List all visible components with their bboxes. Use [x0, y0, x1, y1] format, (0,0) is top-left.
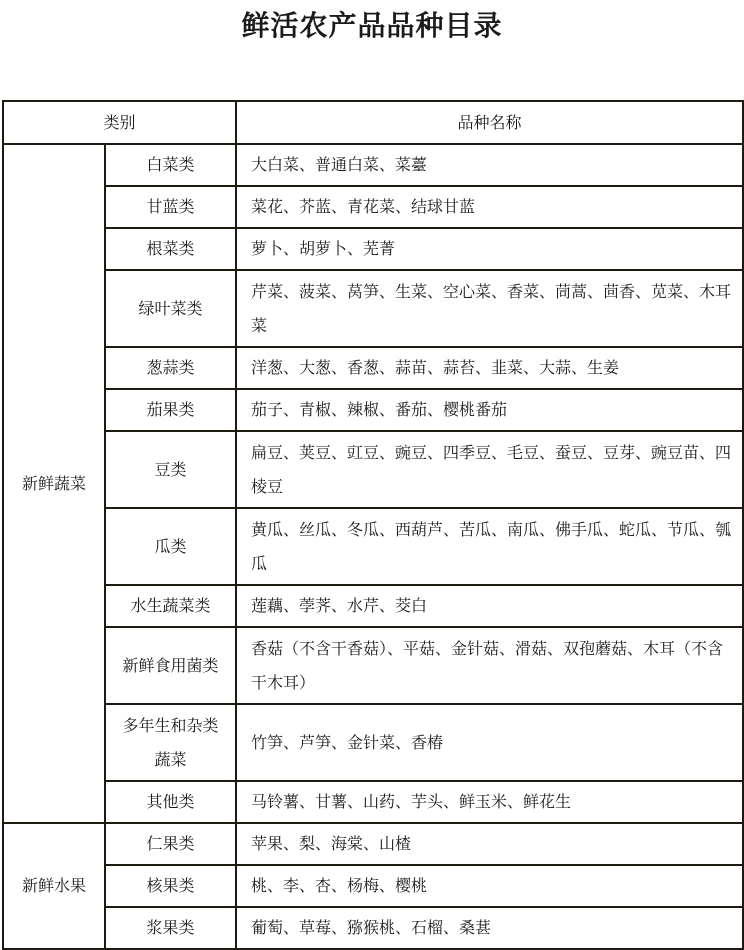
table-row — [3, 347, 743, 389]
variety-cell: 苹果、梨、海棠、山楂 — [236, 823, 743, 865]
subcategory-cell: 浆果类 — [105, 907, 236, 949]
table-row — [3, 431, 743, 508]
subcategory-cell: 绿叶菜类 — [105, 270, 236, 347]
variety-cell: 扁豆、荚豆、豇豆、豌豆、四季豆、毛豆、蚕豆、豆芽、豌豆苗、四棱豆 — [236, 431, 743, 508]
variety-cell: 葡萄、草莓、猕猴桃、石榴、桑葚 — [236, 907, 743, 949]
table-row — [3, 704, 743, 781]
variety-cell: 菜花、芥蓝、青花菜、结球甘蓝 — [236, 186, 743, 228]
table-row — [3, 585, 743, 627]
variety-cell: 洋葱、大葱、香葱、蒜苗、蒜苔、韭菜、大蒜、生姜 — [236, 347, 743, 389]
subcategory-cell: 茄果类 — [105, 389, 236, 431]
subcategory-cell: 新鲜食用菌类 — [105, 627, 236, 704]
variety-cell: 马铃薯、甘薯、山药、芋头、鲜玉米、鲜花生 — [236, 781, 743, 823]
subcategory-cell: 水生蔬菜类 — [105, 585, 236, 627]
table-row — [3, 508, 743, 585]
subcategory-cell: 白菜类 — [105, 144, 236, 186]
subcategory-cell: 多年生和杂类蔬菜 — [105, 704, 236, 781]
table-row — [3, 228, 743, 270]
subcategory-cell: 瓜类 — [105, 508, 236, 585]
variety-cell: 萝卜、胡萝卜、芜菁 — [236, 228, 743, 270]
subcategory-cell: 豆类 — [105, 431, 236, 508]
table-row — [3, 270, 743, 347]
category-vegetables: 新鲜蔬菜 — [3, 144, 105, 823]
subcategory-cell: 核果类 — [105, 865, 236, 907]
variety-cell: 莲藕、荸荠、水芹、茭白 — [236, 585, 743, 627]
variety-cell: 黄瓜、丝瓜、冬瓜、西葫芦、苦瓜、南瓜、佛手瓜、蛇瓜、节瓜、瓠瓜 — [236, 508, 743, 585]
table-row — [3, 823, 743, 865]
variety-cell: 茄子、青椒、辣椒、番茄、樱桃番茄 — [236, 389, 743, 431]
subcategory-cell: 葱蒜类 — [105, 347, 236, 389]
category-fruits: 新鲜水果 — [3, 823, 105, 949]
product-catalog-table — [2, 100, 744, 950]
table-row — [3, 781, 743, 823]
subcategory-cell: 根菜类 — [105, 228, 236, 270]
header-variety: 品种名称 — [236, 101, 743, 144]
header-row — [3, 101, 743, 144]
subcategory-cell: 其他类 — [105, 781, 236, 823]
header-category: 类别 — [3, 101, 236, 144]
subcategory-cell: 甘蓝类 — [105, 186, 236, 228]
variety-cell: 芹菜、菠菜、莴笋、生菜、空心菜、香菜、茼蒿、茴香、苋菜、木耳菜 — [236, 270, 743, 347]
table-row — [3, 144, 743, 186]
subcategory-cell: 仁果类 — [105, 823, 236, 865]
variety-cell: 香菇（不含干香菇）、平菇、金针菇、滑菇、双孢蘑菇、木耳（不含干木耳） — [236, 627, 743, 704]
variety-cell: 竹笋、芦笋、金针菜、香椿 — [236, 704, 743, 781]
table-row — [3, 627, 743, 704]
variety-cell: 桃、李、杏、杨梅、樱桃 — [236, 865, 743, 907]
variety-cell: 大白菜、普通白菜、菜薹 — [236, 144, 743, 186]
table-row — [3, 865, 743, 907]
table-row — [3, 186, 743, 228]
table-row — [3, 389, 743, 431]
table-row — [3, 907, 743, 949]
page-title: 鲜活农产品品种目录 — [241, 9, 503, 42]
